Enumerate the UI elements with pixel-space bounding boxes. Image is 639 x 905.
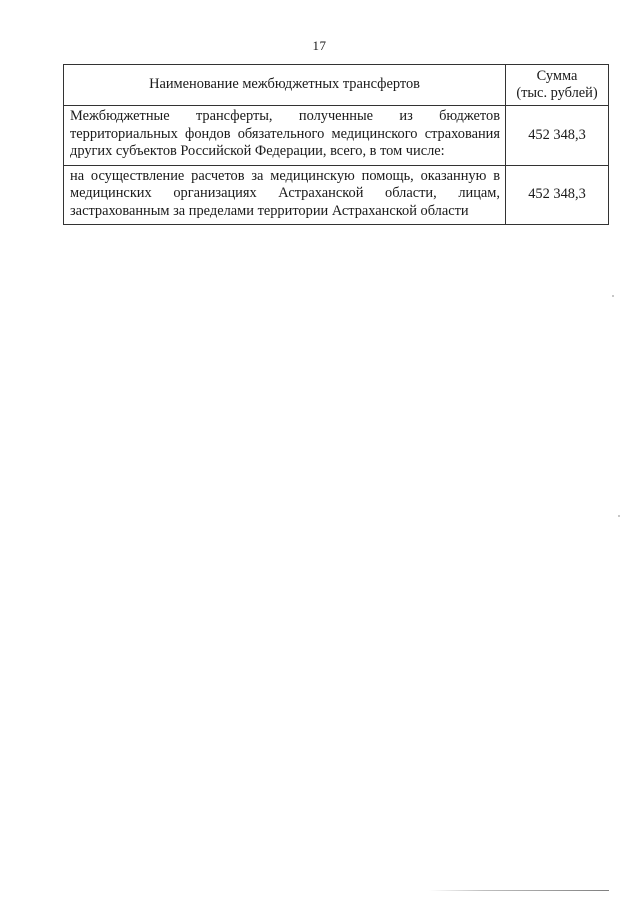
transfers-table [63, 64, 609, 225]
page-number: 17 [312, 38, 327, 53]
scan-speck [618, 515, 620, 517]
table-header-row [64, 65, 609, 106]
table-row [64, 165, 609, 225]
column-header-sum-line1: Сумма [536, 67, 578, 84]
transfer-amount-cell: 452 348,3 [506, 106, 609, 166]
scan-edge-mark [429, 890, 609, 891]
column-header-sum [506, 65, 609, 106]
column-header-sum-line2: (тыс. рублей) [516, 85, 598, 101]
transfer-name-cell: Межбюджетные трансферты, полученные из бюджетов территориальных фондов обязательного медицинского страхования других субъектов Российской Федерации, всего, в том числе: [64, 106, 506, 166]
scan-speck [612, 295, 614, 297]
transfer-amount-cell: 452 348,3 [506, 165, 609, 225]
table-row [64, 106, 609, 166]
column-header-name: Наименование межбюджетных трансфертов [64, 65, 506, 106]
transfer-name-cell: на осуществление расчетов за медицинскую помощь, оказанную в медицинских организациях Астраханской области, лицам, застрахованным за пределами территории Астраханской области [64, 165, 506, 225]
